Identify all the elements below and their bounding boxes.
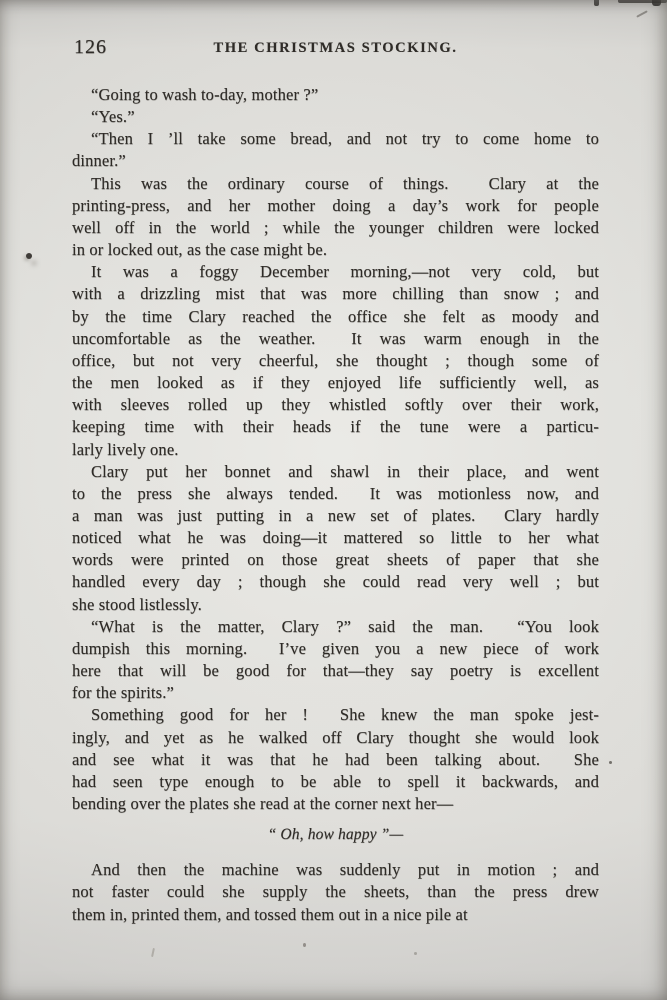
paragraph bbox=[72, 173, 599, 262]
body-text bbox=[72, 84, 599, 926]
text-line: well off in the world ; while the younger children were locked bbox=[72, 217, 599, 237]
text-line: Clary put her bonnet and shawl in their place, and went bbox=[91, 461, 599, 481]
paragraph bbox=[72, 106, 599, 128]
text-line: This was the ordinary course of things. Clary at the bbox=[91, 173, 599, 193]
text-line: office, but not very cheerful, she thought ; though some of bbox=[72, 350, 599, 370]
text-line: keeping time with their heads if the tune were a particu- bbox=[72, 417, 599, 437]
scan-corner-mark bbox=[652, 0, 661, 6]
text-line: bending over the plates she read at the corner next her— bbox=[72, 794, 454, 813]
text-line: It was a foggy December morning,—not very cold, but bbox=[91, 262, 599, 282]
text-line: by the time Clary reached the office she felt as moody and bbox=[72, 306, 599, 326]
text-line: dumpish this morning. I’ve given you a new piece of work bbox=[72, 638, 599, 658]
text-line: noticed what he was doing—it mattered so little to her what bbox=[72, 528, 599, 548]
scan-edge-mark bbox=[618, 0, 667, 3]
text-line: a man was just putting in a new set of plates. Clary hardly bbox=[72, 505, 599, 525]
text-line: with a drizzling mist that was more chilling than snow ; and bbox=[72, 284, 599, 304]
paper-speck bbox=[303, 943, 306, 947]
paragraph bbox=[72, 704, 599, 815]
paragraph bbox=[72, 461, 599, 616]
text-line: them in, printed them, and tossed them out in a nice pile at bbox=[72, 904, 468, 924]
text-line: and see what it was that he had been talking about. She bbox=[72, 749, 599, 769]
text-line: “Then I ’ll take some bread, and not try to come home to bbox=[91, 129, 599, 149]
text-line: words were printed on those great sheets of paper that she bbox=[72, 550, 599, 570]
paragraph bbox=[72, 261, 599, 460]
text-line: she stood listlessly. bbox=[72, 594, 202, 614]
text-line: for the spirits.” bbox=[72, 683, 174, 703]
paper-speck bbox=[151, 948, 155, 957]
text-line: “ Oh, how happy ”— bbox=[267, 826, 404, 844]
text-line: ingly, and yet as he walked off Clary thought she would look bbox=[72, 727, 599, 747]
page-number: 126 bbox=[74, 36, 107, 58]
text-line: Something good for her ! She knew the man spoke jest- bbox=[91, 705, 599, 725]
text-line: in or locked out, as the case might be. bbox=[72, 240, 328, 260]
ink-spot bbox=[26, 253, 32, 259]
text-line: larly lively one. bbox=[72, 439, 179, 459]
paragraph bbox=[72, 859, 599, 925]
paragraph bbox=[72, 616, 599, 705]
verse-line bbox=[72, 824, 599, 846]
running-title: THE CHRISTMAS STOCKING. bbox=[213, 40, 458, 56]
text-line: here that will be good for that—they say poetry is excellent bbox=[72, 661, 599, 681]
text-line: dinner.” bbox=[72, 151, 126, 171]
text-line: the men looked as if they enjoyed life sufficiently well, as bbox=[72, 373, 599, 393]
text-line: “Going to wash to-day, mother ?” bbox=[91, 85, 319, 104]
text-line: uncomfortable as the weather. It was warm enough in the bbox=[72, 328, 599, 348]
scratch-mark bbox=[636, 10, 648, 17]
text-line: had seen type enough to be able to spell it backwards, and bbox=[72, 771, 599, 791]
text-line: “Yes.” bbox=[91, 107, 135, 127]
text-line: not faster could she supply the sheets, than the press drew bbox=[72, 882, 599, 902]
page-header bbox=[72, 36, 599, 62]
text-line: handled every day ; though she could read very well ; but bbox=[72, 572, 599, 592]
paper-speck bbox=[609, 761, 612, 764]
text-line: “What is the matter, Clary ?” said the man. “You look bbox=[91, 616, 599, 636]
text-line: printing-press, and her mother doing a day’s work for people bbox=[72, 195, 599, 215]
paper-speck bbox=[414, 952, 417, 955]
text-line: to the press she always tended. It was motionless now, and bbox=[72, 483, 599, 503]
text-line: with sleeves rolled up they whistled softly over their work, bbox=[72, 395, 599, 415]
scan-edge-tick bbox=[594, 0, 599, 6]
paragraph bbox=[72, 128, 599, 172]
paragraph bbox=[72, 84, 599, 106]
text-line: And then the machine was suddenly put in motion ; and bbox=[91, 860, 599, 880]
